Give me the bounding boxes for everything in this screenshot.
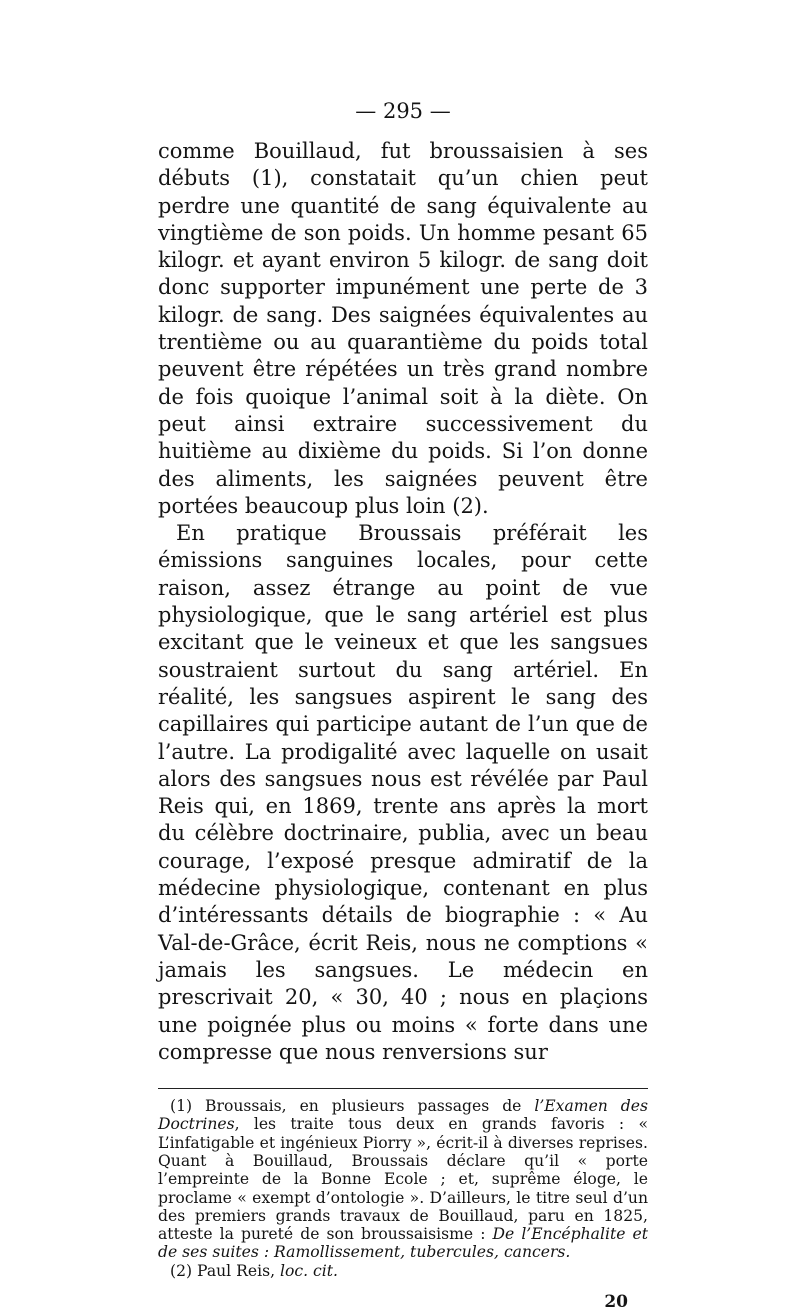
- footnote-2: [158, 1262, 648, 1280]
- signature-mark: 20: [604, 1292, 628, 1312]
- paragraph: En pratique Broussais préférait les émissions sanguines locales, pour cette raison, assez étrange au point de vue physiologique, que le sang artériel est plus excitant que le veineux et que les sangsues soustraient surtout du sang artériel. En réalité, les sangsues aspirent le sang des capillaires qui participe autant de l’un que de l’autre. La prodigalité avec laquelle on usait alors des sangsues nous est révélée par Paul Reis qui, en 1869, trente ans après la mort du célèbre doctrinaire, publia, avec un beau courage, l’exposé presque admiratif de la médecine physiologique, contenant en plus d’intéressants détails de biographie : « Au Val-de-Grâce, écrit Reis, nous ne comptions « jamais les sangsues. Le médecin en prescrivait 20, « 30, 40 ; nous en plaçions une poignée plus ou moins « forte dans une compresse que nous renversions sur: [158, 521, 648, 1064]
- page-number: — 295 —: [355, 99, 451, 123]
- footnote-divider: [158, 1088, 648, 1089]
- footnote-italic: De l’Encéphalite et de ses suites : Ramollissement, tubercules, cancers.: [158, 1225, 648, 1262]
- footnotes: [158, 1097, 648, 1280]
- paragraph: comme Bouillaud, fut broussaisien à ses débuts (1), constatait qu’un chien peut perdre une quantité de sang équivalente au vingtième de son poids. Un homme pesant 65 kilogr. et ayant environ 5 kilogr. de sang doit donc supporter impunément une perte de 3 kilogr. de sang. Des saignées équivalentes au trentième ou au quarantième du poids total peuvent être répétées un très grand nombre de fois quoique l’animal soit à la diète. On peut ainsi extraire successivement du huitième au dixième du poids. Si l’on donne des aliments, les saignées peuvent être portées beaucoup plus loin (2).: [158, 139, 648, 518]
- footnote-italic: l’Examen des Doctrines: [158, 1097, 648, 1134]
- footnote-1: [158, 1097, 648, 1262]
- footnote-text: , les traite tous deux en grands favoris : « L’infatigable et ingénieux Piorry », écrit-il à diverses reprises. Quant à Bouillaud, Broussais déclare qu’il « porte l’empreinte de la Bonne Ecole ; et, suprême éloge, le proclame « exempt d’ontologie ». D’ailleurs, le titre seul d’un des premiers grands travaux de Bouillaud, paru en 1825, atteste la pureté de son broussaisisme :: [158, 1115, 648, 1244]
- footnote-text: (1) Broussais, en plusieurs passages de: [170, 1097, 535, 1116]
- document-page: [158, 98, 648, 1312]
- body-text: [158, 138, 648, 1066]
- footnote-italic: loc. cit.: [280, 1261, 338, 1280]
- footnote-text: (2) Paul Reis,: [170, 1261, 280, 1280]
